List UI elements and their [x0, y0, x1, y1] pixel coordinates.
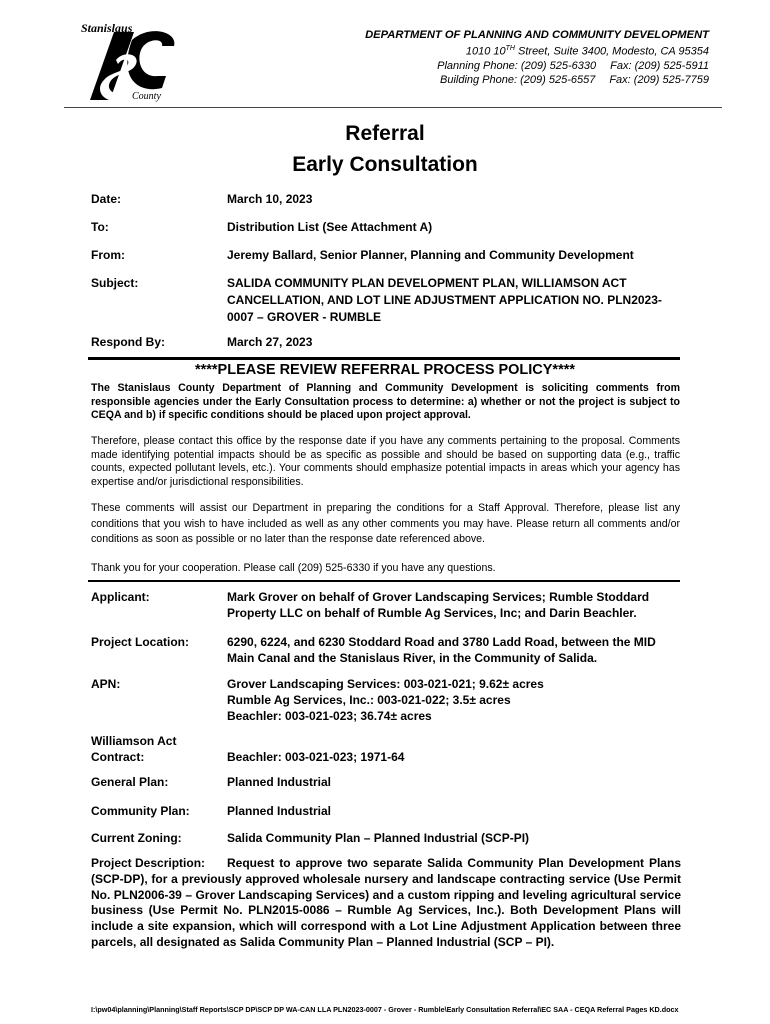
- header-divider: [64, 107, 722, 108]
- title-line-2: Early Consultation: [292, 153, 478, 176]
- policy-divider: [88, 357, 680, 360]
- project-divider: [88, 580, 680, 582]
- building-contact: Building Phone: (209) 525-6557 Fax: (209) 525-7759: [439, 73, 709, 86]
- logo-bottom-text: County: [132, 91, 161, 102]
- logo-top-text: Stanislaus: [81, 21, 133, 35]
- apn-beachler: Beachler: 003-021-023; 36.74± acres: [227, 709, 432, 723]
- apn-grover: Grover Landscaping Services: 003-021-021; 9.62± acres: [227, 677, 544, 691]
- department-name: DEPARTMENT OF PLANNING AND COMMUNITY DEVELOPMENT: [365, 29, 709, 41]
- description-label: Project Description:: [91, 856, 206, 870]
- county-logo: [80, 20, 180, 102]
- policy-conditions: These comments will assist our Department in preparing the conditions for a Staff Approval. Therefore, please list any conditions that you wish to have included as well as any other comments you may have. Please return all comments and/or conditions as soon as possible or no later than the response date referenced above.: [91, 502, 680, 545]
- document-title: [0, 118, 770, 180]
- planning-contact: Planning Phone: (209) 525-6330 Fax: (209) 525-5911: [437, 59, 709, 72]
- policy-instructions: Therefore, please contact this office by the response date if you have any comments pertaining to the proposal. Comments made identifying potential impacts should be as specific as possible and should be based on supporting data (e.g., traffic counts, expected pollutant levels, etc.). Your comments should emphasize potential impacts in areas which your agency has expertise and/or jurisdictional responsibilities.: [91, 435, 680, 488]
- department-address: 1010 10TH Street, Suite 3400, Modesto, CA 95354: [465, 45, 709, 58]
- policy-thanks: Thank you for your cooperation. Please call (209) 525-6330 if you have any questions.: [91, 562, 496, 574]
- title-line-1: Referral: [345, 122, 425, 145]
- policy-intro: The Stanislaus County Department of Planning and Community Development is soliciting comments from responsible agencies under the Early Consultation process to determine: a) whether or not the project is subject to CEQA and b) if specific conditions should be placed upon project approval.: [91, 382, 680, 422]
- description-text: Request to approve two separate Salida Community Plan Development Plans (SCP-DP), for a previously approved wholesale nursery and landscape contracting service (Use Permit No. PLN2006-39 – Grover Landscaping Services) and a custom ripping and leveling agricultural service business (Use Permit No. PLN2015-0086 – Rumble Ag Services, Inc.). Both Development Plans will include a site expansion, which will correspond with a Lot Line Adjustment Application between three parcels, all designated as Salida Community Plan – Planned Industrial (SCP – PI).: [91, 856, 681, 949]
- file-path-footer: I:\pw04\planning\Planning\Staff Reports\SCP DP\SCP DP WA-CAN LLA PLN2023-0007 - Grover - Rumble\Early Consultation Referral\EC SAA - CEQA Referral Pages KD.docx: [91, 1005, 679, 1014]
- letterhead: [365, 28, 709, 87]
- project-description: [91, 856, 681, 951]
- apn-rumble: Rumble Ag Services, Inc.: 003-021-022; 3.5± acres: [227, 693, 511, 707]
- county-seal-graphic: [80, 20, 180, 102]
- policy-heading: ****PLEASE REVIEW REFERRAL PROCESS POLICY****: [194, 362, 576, 378]
